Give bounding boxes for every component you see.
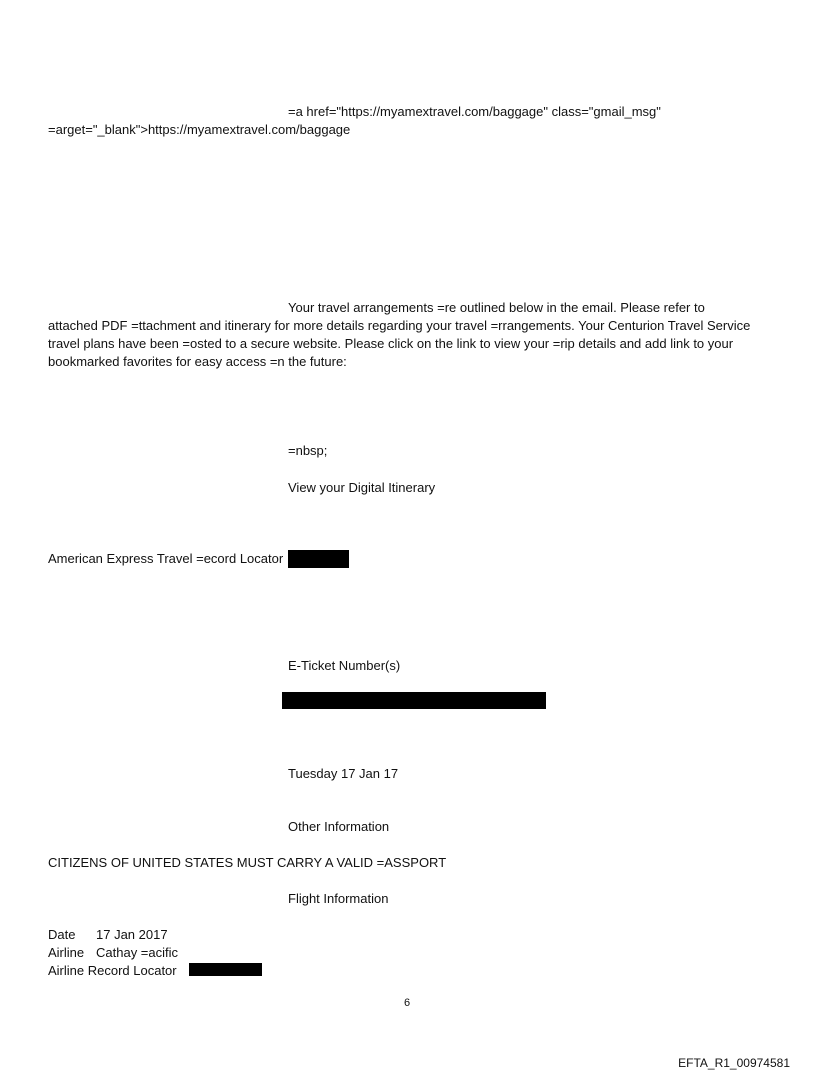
passport-notice: CITIZENS OF UNITED STATES MUST CARRY A VALID =ASSPORT	[48, 855, 447, 870]
arrangements-first-line: Your travel arrangements =re outlined below in the email. Please refer to	[288, 300, 705, 315]
flight-date-label: Date	[48, 927, 76, 942]
airline-label: Airline	[48, 945, 85, 960]
other-information-heading: Other Information	[288, 819, 390, 834]
record-locator-redaction	[288, 550, 349, 568]
nbsp-text: =nbsp;	[288, 443, 328, 458]
airline-record-locator-label: Airline Record Locator	[48, 963, 177, 978]
airline-value: Cathay =acific	[96, 945, 179, 960]
record-locator-label: American Express Travel =ecord Locator	[48, 551, 284, 566]
trip-date: Tuesday 17 Jan 17	[288, 766, 399, 781]
flight-date-row	[48, 926, 168, 944]
flight-date-value: 17 Jan 2017	[96, 927, 168, 942]
page-number: 6	[404, 997, 411, 1009]
baggage-link-line1: =a href="https://myamextravel.com/baggage" class="gmail_msg"	[288, 104, 661, 119]
eticket-redaction	[282, 692, 546, 709]
airline-record-locator-redaction	[189, 963, 262, 976]
eticket-label: E-Ticket Number(s)	[288, 658, 401, 673]
view-digital-itinerary-link[interactable]: View your Digital Itinerary	[288, 480, 436, 495]
baggage-link-line2: =arget="_blank">https://myamextravel.com/baggage	[48, 122, 351, 137]
arrangements-paragraph: attached PDF =ttachment and itinerary for more details regarding your travel =rrangements. Your Centurion Travel Service travel plans have been =osted to a secure website. Please click on the link to view your =rip details and add link to your bookmarked favorites for easy access =n the future:	[48, 318, 751, 369]
document-id-footer: EFTA_R1_00974581	[678, 1056, 790, 1070]
airline-record-locator-row	[48, 962, 177, 980]
flight-information-heading: Flight Information	[288, 891, 389, 906]
airline-row	[48, 944, 178, 962]
